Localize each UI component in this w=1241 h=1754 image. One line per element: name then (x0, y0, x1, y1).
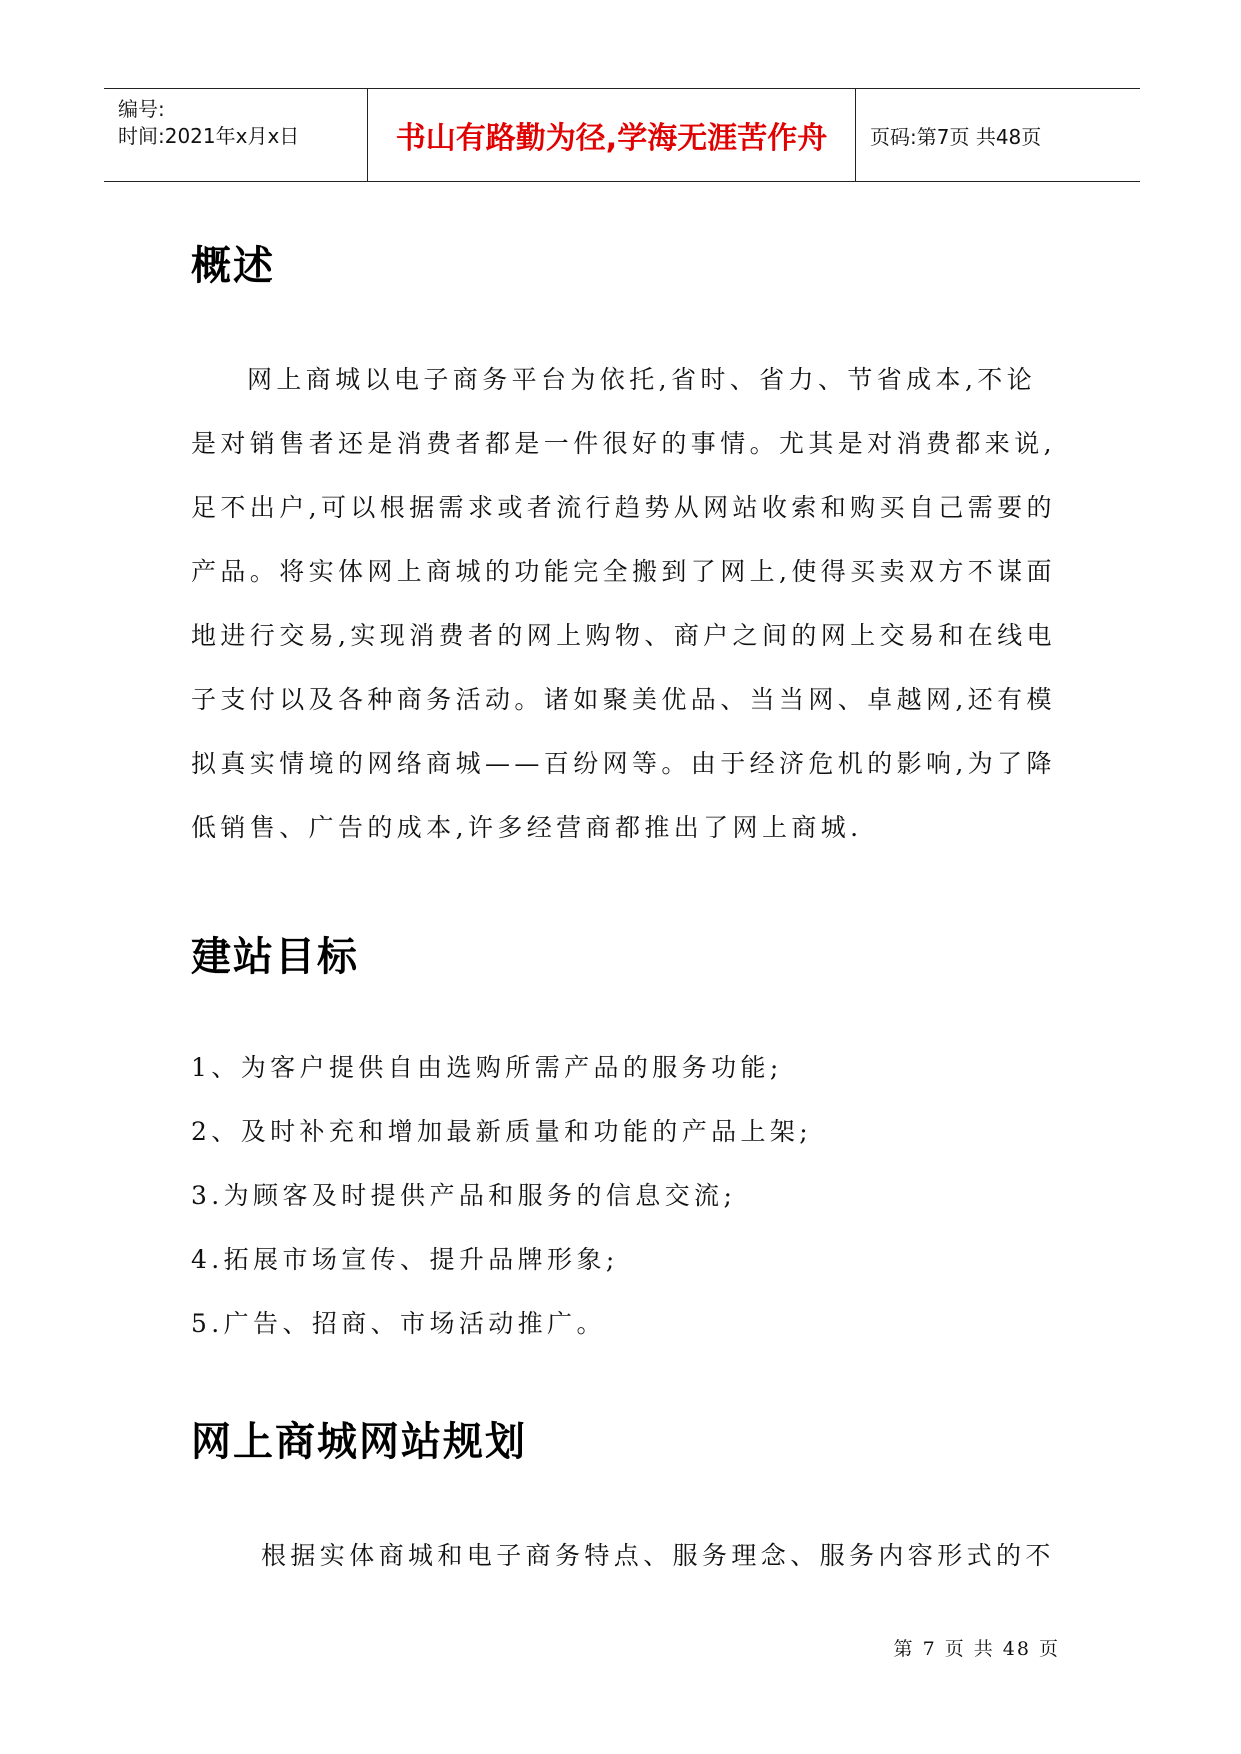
number-label: 编号: (118, 97, 165, 121)
paragraph-line: 产品。将实体网上商城的功能完全搬到了网上,使得买卖双方不谋面 (191, 557, 1056, 586)
paragraph-line: 网上商城以电子商务平台为依托,省时、省力、节省成本,不论 (247, 365, 1037, 394)
header-page-number: 页码:第7页 共48页 (870, 124, 1042, 149)
page-header (104, 88, 1140, 182)
overview-heading: 概述 (191, 243, 275, 289)
planning-heading: 网上商城网站规划 (191, 1419, 527, 1465)
time-label: 时间:2021年x月x日 (118, 124, 300, 148)
goal-item: 3.为顾客及时提供产品和服务的信息交流; (191, 1181, 737, 1210)
goals-heading: 建站目标 (191, 934, 359, 980)
paragraph-line: 拟真实情境的网络商城——百纷网等。由于经济危机的影响,为了降 (191, 749, 1056, 778)
header-motto: 书山有路勤为径,学海无涯苦作舟 (368, 89, 856, 181)
paragraph-line: 足不出户,可以根据需求或者流行趋势从网站收索和购买自己需要的 (191, 493, 1056, 522)
paragraph-line: 地进行交易,实现消费者的网上购物、商户之间的网上交易和在线电 (191, 621, 1056, 650)
paragraph-line: 子支付以及各种商务活动。诸如聚美优品、当当网、卓越网,还有模 (191, 685, 1056, 714)
header-meta-cell (104, 89, 368, 181)
goal-item: 2、及时补充和增加最新质量和功能的产品上架; (191, 1117, 813, 1146)
goal-item: 4.拓展市场宣传、提升品牌形象; (191, 1245, 619, 1274)
paragraph-line: 低销售、广告的成本,许多经营商都推出了网上商城. (191, 813, 863, 842)
goal-item: 5.广告、招商、市场活动推广。 (191, 1309, 606, 1338)
paragraph-line: 是对销售者还是消费者都是一件很好的事情。尤其是对消费都来说, (191, 429, 1056, 458)
page-footer: 第 7 页 共 48 页 (893, 1638, 1060, 1660)
paragraph-line: 根据实体商城和电子商务特点、服务理念、服务内容形式的不 (261, 1541, 1055, 1570)
goal-item: 1、为客户提供自由选购所需产品的服务功能; (191, 1053, 783, 1082)
